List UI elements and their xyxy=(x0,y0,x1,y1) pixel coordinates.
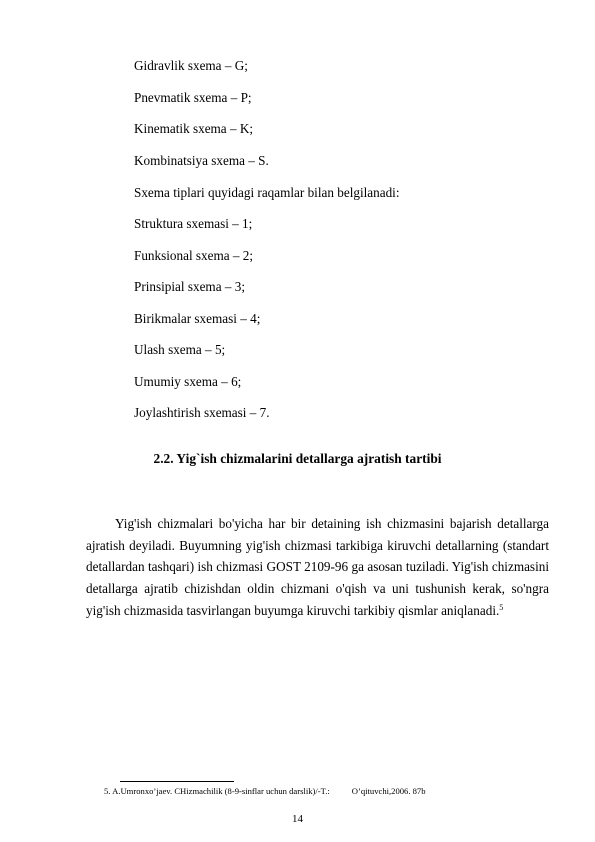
scheme-list-item: Kinematik sxema – K; xyxy=(134,121,254,136)
scheme-list-item: Umumiy sxema – 6; xyxy=(134,374,242,389)
scheme-list-item: Birikmalar sxemasi – 4; xyxy=(134,311,261,326)
footnote xyxy=(104,786,426,797)
footnote-text: 5. A.Umronxo’jaev. CHizmachilik (8-9-sinflar uchun darslik)/-T.: xyxy=(104,786,330,796)
scheme-list-item: Kombinatsiya sxema – S. xyxy=(134,153,269,168)
footnote-publisher: O’qituvchi,2006. 87b xyxy=(351,786,426,796)
scheme-list-item: Funksional sxema – 2; xyxy=(134,248,254,263)
page-number: 14 xyxy=(292,813,303,825)
scheme-list-item: Struktura sxemasi – 1; xyxy=(134,216,253,231)
body-paragraph xyxy=(86,513,549,622)
footnote-divider xyxy=(120,781,234,782)
scheme-list-item: Ulash sxema – 5; xyxy=(134,342,226,357)
scheme-types-intro: Sxema tiplari quyidagi raqamlar bilan belgilanadi: xyxy=(134,185,400,200)
scheme-list-item: Pnevmatik sxema – P; xyxy=(134,90,252,105)
paragraph-text: Yig'ish chizmalari bo'yicha har bir detaining ish chizmasini bajarish detallarga ajratish deyiladi. Buyumning yig'ish chizmasi tarkibiga kiruvchi detallarning (standart detallardan tashqari) ish chizmasi GOST 2109-96 ga asosan tuziladi. Yig'ish chizmasini detallarga ajratib chizishdan oldin chizmani o'qish va uni tushunish kerak, so'ngra yig'ish chizmasida tasvirlangan buyumga kiruvchi tarkibiy qismlar aniqlanadi. xyxy=(86,516,549,618)
scheme-list-item: Prinsipial sxema – 3; xyxy=(134,279,245,294)
footnote-reference[interactable]: 5 xyxy=(499,602,504,612)
section-heading: 2.2. Yig`ish chizmalarini detallarga ajratish tartibi xyxy=(153,451,442,466)
scheme-list-item: Joylashtirish sxemasi – 7. xyxy=(134,405,270,420)
scheme-list-item: Gidravlik sxema – G; xyxy=(134,58,248,73)
